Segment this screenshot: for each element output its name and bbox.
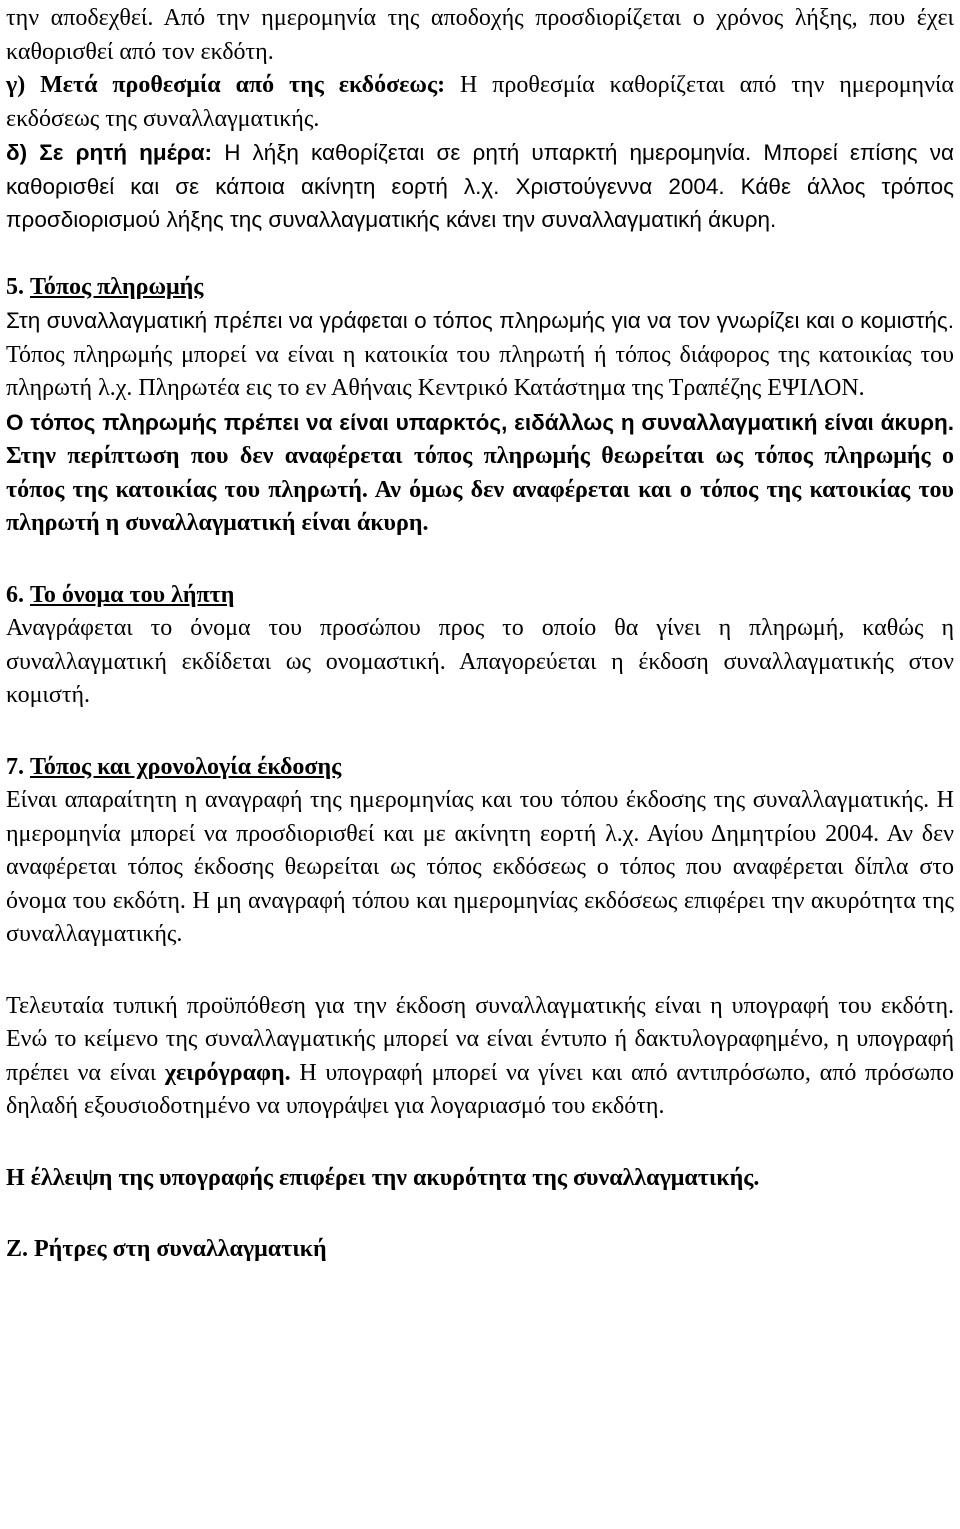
section-5-text-sans: Στη συναλλαγματική πρέπει να γράφεται ο τόπος πληρωμής για να τον γνωρίζει και ο κομιστής. [6,308,954,333]
section-7-number: 7. [6,753,24,780]
section-5-title: Τόπος πληρωμής [30,273,204,300]
section-5-text-serif: Τόπος πληρωμής μπορεί να είναι η κατοικία του πληρωτή ή τόπος διάφορος της κατοικίας του πληρωτή λ.χ. Πληρωτέα εις το εν Αθήναις Κεντρικό Κατάστημα της Τραπέζης ΕΨΙΛΟΝ. [6,341,954,401]
signature-bold-word: χειρόγραφη. [164,1059,291,1086]
signature-missing-paragraph [6,1162,954,1196]
signature-paragraph [6,990,954,1124]
section-5-heading [6,271,954,305]
section-6-paragraph [6,612,954,713]
item-c-text: Η προθεσμία καθορίζεται από την ημερομηνία εκδόσεως της συναλλαγματικής. [6,72,954,132]
section-z-heading [6,1233,954,1267]
item-d-text: Η λήξη καθορίζεται σε ρητή υπαρκτή ημερομηνία. Μπορεί επίσης να καθορισθεί και σε κάποια ακίνητη εορτή λ.χ. Χριστούγεννα 2004. [6,140,954,199]
section-5-bold-sans: Ο τόπος πληρωμής πρέπει να είναι υπαρκτός, ειδάλλως η συναλλαγματική είναι άκυρη. [6,409,954,435]
item-c-paragraph [6,69,954,136]
intro-paragraph [6,2,954,69]
section-6-title: Το όνομα του λήπτη [30,581,235,608]
section-5-bold-paragraph [6,406,954,541]
section-5-number: 5. [6,273,24,300]
signature-missing-text: Η έλλειψη της υπογραφής επιφέρει την ακυρότητα της συναλλαγματικής. [6,1164,760,1191]
item-d-paragraph [6,136,954,237]
section-7-paragraph [6,784,954,952]
section-6-heading [6,579,954,613]
section-z-title: Ζ. Ρήτρες στη συναλλαγματική [6,1236,327,1262]
section-7-title: Τόπος και χρονολογία έκδοσης [30,753,342,780]
section-6-number: 6. [6,581,24,608]
item-d-label: δ) Σε ρητή ημέρα: [6,140,213,165]
section-7-heading [6,751,954,785]
item-c-label: γ) Μετά προθεσμία από της εκδόσεως: [6,72,446,98]
signature-text-after: Η υπογραφή μπορεί να γίνει και από αντιπρόσωπο, από πρόσωπο δηλαδή εξουσιοδοτημένο να υπογράψει για λογαριασμό του εκδότη. [6,1059,955,1119]
signature-text-before: Τελευταία τυπική προϋπόθεση για την έκδοση συναλλαγματικής είναι η υπογραφή του εκδότη. Ενώ το κείμενο της συναλλαγματικής μπορεί να είναι έντυπο ή δακτυλογραφημένο, η υπογραφή πρέπει να είναι [6,992,954,1086]
section-6-text: Αναγράφεται το όνομα του προσώπου προς το οποίο θα γίνει η πληρωμή, καθώς η συναλλαγματική εκδίδεται ως ονομαστική. Απαγορεύεται η έκδοση συναλλαγματικής στον κομιστή. [6,615,954,708]
intro-line: την αποδεχθεί. Από την ημερομηνία της αποδοχής προσδιορίζεται ο χρόνος λήξης, που έχει καθορισθεί από τον εκδότη. [6,5,954,65]
section-5-paragraph [6,304,954,406]
section-7-text: Είναι απαραίτητη η αναγραφή της ημερομηνίας και του τόπου έκδοσης της συναλλαγματικής. Η ημερομηνία μπορεί να προσδιορισθεί και με ακίνητη εορτή λ.χ. Αγίου Δημητρίου 2004. Αν δεν αναφέρεται τόπος έκδοσης θεωρείται ως τόπος εκδόσεως ο τόπος που αναφέρεται δίπλα στο όνομα του εκδότη. Η μη αναγραφή τόπου και ημερομηνίας εκδόσεως επιφέρει την ακυρότητα της συναλλαγματικής. [6,787,954,947]
section-5-bold-serif: Στην περίπτωση που δεν αναφέρεται τόπος πληρωμής θεωρείται ως τόπος πληρωμής ο τόπος της κατοικίας του πληρωτή. Αν όμως δεν αναφέρεται και ο τόπος της κατοικίας του πληρωτή η συναλλαγματική είναι άκυρη. [6,443,954,536]
item-d-tail: Κάθε άλλος τρόπος προσδιορισμού λήξης της συναλλαγματικής κάνει την συναλλαγματική άκυρη. [6,173,954,232]
